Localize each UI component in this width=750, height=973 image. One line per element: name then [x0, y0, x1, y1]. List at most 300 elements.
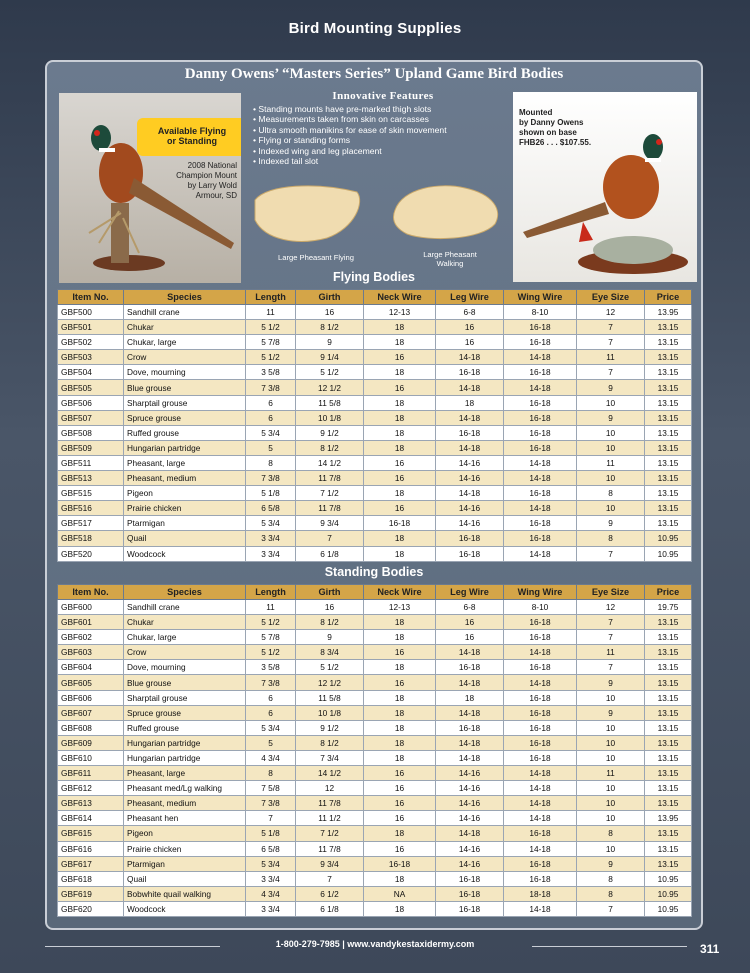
table-row: [58, 856, 692, 871]
table-cell: 7 3/8: [246, 471, 296, 486]
table-cell: 16: [364, 796, 436, 811]
table-cell: 16-18: [504, 750, 577, 765]
availability-badge: [137, 118, 241, 156]
table-row: [58, 516, 692, 531]
item-number-cell: GBF612: [58, 781, 124, 796]
table-cell: 13.15: [645, 705, 692, 720]
table-cell: 5 1/8: [246, 486, 296, 501]
table-cell: 7 3/8: [246, 380, 296, 395]
table-cell: 9: [577, 856, 645, 871]
right-caption-line: shown on base: [519, 128, 577, 137]
table-cell: 5 1/2: [246, 615, 296, 630]
table-cell: 9: [577, 380, 645, 395]
table-cell: 14-18: [436, 645, 504, 660]
species-cell: Pheasant med/Lg walking: [124, 781, 246, 796]
species-cell: Blue grouse: [124, 380, 246, 395]
table-cell: 12 1/2: [296, 675, 364, 690]
table-cell: 8: [577, 531, 645, 546]
column-header: Price: [645, 585, 692, 600]
item-number-cell: GBF605: [58, 675, 124, 690]
standing-bodies-title: Standing Bodies: [324, 565, 424, 579]
standing-bodies-table: [57, 584, 692, 917]
table-cell: 16-18: [504, 826, 577, 841]
table-cell: 7 3/4: [296, 750, 364, 765]
walking-caption-line: Large Pheasant: [423, 250, 477, 259]
table-cell: 14-18: [436, 440, 504, 455]
table-cell: 7: [577, 546, 645, 561]
table-cell: 7 3/8: [246, 796, 296, 811]
table-cell: 10: [577, 720, 645, 735]
table-cell: 16-18: [504, 690, 577, 705]
right-caption-line: by Danny Owens: [519, 118, 584, 127]
table-cell: 16: [364, 350, 436, 365]
table-cell: 6: [246, 395, 296, 410]
table-cell: 18: [364, 630, 436, 645]
table-cell: 11: [246, 305, 296, 320]
table-cell: 16-18: [504, 735, 577, 750]
table-cell: 10 1/8: [296, 705, 364, 720]
table-cell: 11: [577, 350, 645, 365]
column-header: Wing Wire: [504, 290, 577, 305]
table-cell: 13.15: [645, 675, 692, 690]
table-cell: 14-18: [504, 766, 577, 781]
table-cell: 13.15: [645, 425, 692, 440]
flying-bodies-table: [57, 289, 692, 562]
species-cell: Pheasant, medium: [124, 796, 246, 811]
table-cell: 9 1/2: [296, 425, 364, 440]
table-cell: 8 1/2: [296, 320, 364, 335]
table-cell: 14-18: [504, 350, 577, 365]
item-number-cell: GBF604: [58, 660, 124, 675]
table-cell: 16-18: [436, 720, 504, 735]
table-cell: 13.95: [645, 305, 692, 320]
table-row: [58, 841, 692, 856]
item-number-cell: GBF610: [58, 750, 124, 765]
species-cell: Dove, mourning: [124, 660, 246, 675]
table-cell: 18: [436, 395, 504, 410]
table-cell: 18: [364, 871, 436, 886]
item-number-cell: GBF508: [58, 425, 124, 440]
table-cell: 13.15: [645, 645, 692, 660]
table-cell: 7: [577, 660, 645, 675]
table-cell: 13.15: [645, 766, 692, 781]
item-number-cell: GBF502: [58, 335, 124, 350]
table-row: [58, 531, 692, 546]
table-cell: 14-18: [504, 841, 577, 856]
table-cell: 14-18: [504, 796, 577, 811]
column-header: Item No.: [58, 290, 124, 305]
table-cell: 13.15: [645, 365, 692, 380]
table-cell: 14-18: [504, 455, 577, 470]
table-cell: 11 7/8: [296, 471, 364, 486]
table-cell: 18: [364, 320, 436, 335]
table-row: [58, 600, 692, 615]
table-cell: 11: [577, 645, 645, 660]
table-row: [58, 365, 692, 380]
column-header: Eye Size: [577, 290, 645, 305]
flying-form-image: [247, 180, 367, 250]
table-cell: 12-13: [364, 600, 436, 615]
table-cell: 14-18: [504, 781, 577, 796]
item-number-cell: GBF503: [58, 350, 124, 365]
badge-line-2: or Standing: [167, 136, 217, 146]
species-cell: Sandhill crane: [124, 305, 246, 320]
feature-item: • Standing mounts have pre-marked thigh slots: [253, 104, 513, 114]
table-cell: 16-18: [504, 320, 577, 335]
table-cell: 16: [364, 766, 436, 781]
item-number-cell: GBF614: [58, 811, 124, 826]
feature-item: • Measurements taken from skin on carcasses: [253, 114, 513, 124]
table-cell: 7 1/2: [296, 486, 364, 501]
table-cell: 8: [577, 826, 645, 841]
badge-line-1: Available Flying: [157, 126, 227, 136]
column-header: Price: [645, 290, 692, 305]
species-cell: Chukar: [124, 615, 246, 630]
table-cell: 18: [364, 750, 436, 765]
table-cell: 18-18: [504, 886, 577, 901]
table-cell: 9 3/4: [296, 856, 364, 871]
item-number-cell: GBF504: [58, 365, 124, 380]
table-row: [58, 630, 692, 645]
table-cell: 18: [364, 660, 436, 675]
table-cell: 7: [246, 811, 296, 826]
table-cell: 8: [246, 766, 296, 781]
table-cell: 14-16: [436, 516, 504, 531]
table-cell: 9: [577, 516, 645, 531]
table-cell: 8 1/2: [296, 615, 364, 630]
table-row: [58, 305, 692, 320]
table-cell: 14-18: [436, 675, 504, 690]
left-caption-line: by Larry Wold: [187, 181, 237, 190]
item-number-cell: GBF501: [58, 320, 124, 335]
species-cell: Prairie chicken: [124, 841, 246, 856]
table-cell: 13.15: [645, 395, 692, 410]
item-number-cell: GBF509: [58, 440, 124, 455]
table-cell: 9 3/4: [296, 516, 364, 531]
table-cell: 14-18: [504, 901, 577, 916]
species-cell: Spruce grouse: [124, 705, 246, 720]
table-cell: 13.15: [645, 455, 692, 470]
species-cell: Chukar: [124, 320, 246, 335]
table-cell: 16-18: [504, 365, 577, 380]
table-cell: 3 3/4: [246, 546, 296, 561]
table-cell: 13.15: [645, 796, 692, 811]
species-cell: Bobwhite quail walking: [124, 886, 246, 901]
table-cell: 11 1/2: [296, 811, 364, 826]
table-row: [58, 425, 692, 440]
table-cell: 7: [296, 871, 364, 886]
item-number-cell: GBF500: [58, 305, 124, 320]
table-cell: 9: [577, 675, 645, 690]
flying-bodies-title: Flying Bodies: [333, 270, 415, 284]
table-cell: 11 7/8: [296, 501, 364, 516]
table-cell: 16: [436, 630, 504, 645]
species-cell: Hungarian partridge: [124, 750, 246, 765]
table-cell: 18: [364, 395, 436, 410]
table-cell: 10: [577, 796, 645, 811]
item-number-cell: GBF602: [58, 630, 124, 645]
species-cell: Hungarian partridge: [124, 440, 246, 455]
table-cell: 5: [246, 735, 296, 750]
product-panel: [45, 60, 703, 930]
table-cell: 5 1/2: [296, 660, 364, 675]
table-cell: 14-18: [504, 471, 577, 486]
table-row: [58, 720, 692, 735]
table-row: [58, 750, 692, 765]
table-cell: 16-18: [436, 660, 504, 675]
table-cell: 3 5/8: [246, 660, 296, 675]
table-cell: 16-18: [504, 720, 577, 735]
table-cell: 10.95: [645, 531, 692, 546]
table-cell: 9: [577, 410, 645, 425]
table-cell: 12: [296, 781, 364, 796]
table-cell: 16-18: [364, 856, 436, 871]
table-cell: 7: [296, 531, 364, 546]
table-cell: 8: [246, 455, 296, 470]
item-number-cell: GBF616: [58, 841, 124, 856]
table-cell: 10: [577, 811, 645, 826]
table-cell: 18: [364, 615, 436, 630]
table-cell: 8: [577, 486, 645, 501]
table-cell: 16: [364, 455, 436, 470]
species-cell: Chukar, large: [124, 335, 246, 350]
table-cell: 14-18: [504, 501, 577, 516]
table-row: [58, 735, 692, 750]
species-cell: Ptarmigan: [124, 516, 246, 531]
table-cell: 5 3/4: [246, 425, 296, 440]
table-cell: 5 3/4: [246, 856, 296, 871]
item-number-cell: GBF600: [58, 600, 124, 615]
table-cell: 16: [296, 600, 364, 615]
table-cell: 16-18: [504, 856, 577, 871]
table-cell: 13.15: [645, 380, 692, 395]
table-cell: 14-16: [436, 766, 504, 781]
table-cell: 14-18: [436, 410, 504, 425]
table-cell: 14-18: [436, 826, 504, 841]
table-row: [58, 335, 692, 350]
table-row: [58, 690, 692, 705]
left-caption-line: 2008 National: [187, 161, 237, 170]
walking-form-image: [389, 180, 504, 250]
table-header-row: [58, 290, 692, 305]
table-cell: 6: [246, 690, 296, 705]
table-cell: 18: [364, 735, 436, 750]
species-cell: Pheasant hen: [124, 811, 246, 826]
column-header: Girth: [296, 290, 364, 305]
item-number-cell: GBF608: [58, 720, 124, 735]
table-cell: 9: [296, 335, 364, 350]
table-cell: 14-18: [436, 350, 504, 365]
table-cell: 18: [436, 690, 504, 705]
table-row: [58, 380, 692, 395]
right-caption-line: Mounted: [519, 108, 553, 117]
table-row: [58, 320, 692, 335]
table-cell: 11: [577, 455, 645, 470]
item-number-cell: GBF606: [58, 690, 124, 705]
table-row: [58, 826, 692, 841]
table-cell: 11 5/8: [296, 395, 364, 410]
table-row: [58, 705, 692, 720]
table-cell: 9 1/2: [296, 720, 364, 735]
table-cell: 14-16: [436, 841, 504, 856]
table-cell: 16-18: [504, 531, 577, 546]
walking-caption-line: Walking: [436, 259, 464, 268]
table-cell: 13.15: [645, 440, 692, 455]
table-cell: 18: [364, 410, 436, 425]
table-cell: 7 1/2: [296, 826, 364, 841]
table-cell: 16: [364, 841, 436, 856]
table-cell: NA: [364, 886, 436, 901]
column-header: Length: [246, 585, 296, 600]
table-cell: 18: [364, 440, 436, 455]
features-list: [253, 104, 513, 166]
table-cell: 18: [364, 705, 436, 720]
table-cell: 13.15: [645, 690, 692, 705]
table-cell: 8-10: [504, 305, 577, 320]
left-photo-caption: [176, 161, 237, 201]
table-cell: 16: [436, 335, 504, 350]
panel-title: Danny Owens’ “Masters Series” Upland Game Bird Bodies: [184, 66, 564, 82]
table-row: [58, 675, 692, 690]
table-cell: 14-18: [436, 750, 504, 765]
table-cell: 7: [577, 320, 645, 335]
table-cell: 16-18: [436, 546, 504, 561]
item-number-cell: GBF611: [58, 766, 124, 781]
species-cell: Sharptail grouse: [124, 690, 246, 705]
footer-contact: 1-800-279-7985 | www.vandykestaxidermy.com: [275, 939, 475, 949]
table-cell: 7: [577, 365, 645, 380]
item-number-cell: GBF603: [58, 645, 124, 660]
table-cell: 13.15: [645, 735, 692, 750]
column-header: Girth: [296, 585, 364, 600]
table-cell: 3 3/4: [246, 871, 296, 886]
table-cell: 8: [577, 886, 645, 901]
table-cell: 13.95: [645, 811, 692, 826]
table-cell: 5 1/2: [246, 645, 296, 660]
species-cell: Crow: [124, 350, 246, 365]
table-cell: 14-16: [436, 501, 504, 516]
table-cell: 16: [296, 305, 364, 320]
table-cell: 12: [577, 305, 645, 320]
table-cell: 5 1/2: [246, 320, 296, 335]
table-row: [58, 645, 692, 660]
species-cell: Ruffed grouse: [124, 720, 246, 735]
table-cell: 13.15: [645, 630, 692, 645]
item-number-cell: GBF505: [58, 380, 124, 395]
page-number: 311: [700, 942, 720, 956]
table-row: [58, 486, 692, 501]
table-cell: 6: [246, 705, 296, 720]
table-cell: 3 5/8: [246, 365, 296, 380]
table-cell: 16-18: [504, 871, 577, 886]
species-cell: Chukar, large: [124, 630, 246, 645]
table-cell: 16-18: [436, 531, 504, 546]
column-header: Species: [124, 290, 246, 305]
species-cell: Pheasant, large: [124, 455, 246, 470]
table-cell: 10: [577, 690, 645, 705]
table-cell: 6 1/8: [296, 901, 364, 916]
item-number-cell: GBF506: [58, 395, 124, 410]
species-cell: Crow: [124, 645, 246, 660]
table-cell: 13.15: [645, 615, 692, 630]
table-cell: 10.95: [645, 871, 692, 886]
item-number-cell: GBF619: [58, 886, 124, 901]
species-cell: Woodcock: [124, 901, 246, 916]
left-caption-line: Armour, SD: [195, 191, 237, 200]
column-header: Leg Wire: [436, 585, 504, 600]
right-caption-line: FHB26 . . . $107.55.: [519, 138, 592, 147]
table-cell: 19.75: [645, 600, 692, 615]
mounted-pheasant-photo: [513, 92, 697, 282]
table-cell: 14-16: [436, 781, 504, 796]
table-cell: 8 1/2: [296, 735, 364, 750]
table-cell: 16-18: [504, 705, 577, 720]
table-cell: 10.95: [645, 886, 692, 901]
table-cell: 14-16: [436, 811, 504, 826]
table-row: [58, 871, 692, 886]
features-block: [253, 90, 513, 166]
walking-form-caption: [405, 250, 495, 268]
item-number-cell: GBF511: [58, 455, 124, 470]
table-cell: 5: [246, 440, 296, 455]
table-cell: 16: [364, 781, 436, 796]
table-cell: 14-18: [504, 811, 577, 826]
feature-item: • Flying or standing forms: [253, 135, 513, 145]
species-cell: Sharptail grouse: [124, 395, 246, 410]
table-cell: 12-13: [364, 305, 436, 320]
table-cell: 16-18: [436, 886, 504, 901]
table-cell: 8-10: [504, 600, 577, 615]
standing-pheasant-photo: [59, 93, 241, 283]
species-cell: Hungarian partridge: [124, 735, 246, 750]
table-cell: 13.15: [645, 826, 692, 841]
table-cell: 13.15: [645, 516, 692, 531]
table-cell: 10: [577, 781, 645, 796]
table-cell: 16-18: [504, 335, 577, 350]
table-cell: 7 5/8: [246, 781, 296, 796]
table-cell: 18: [364, 425, 436, 440]
table-cell: 6 5/8: [246, 501, 296, 516]
item-number-cell: GBF518: [58, 531, 124, 546]
table-header-row: [58, 585, 692, 600]
column-header: Length: [246, 290, 296, 305]
species-cell: Pheasant, medium: [124, 471, 246, 486]
table-cell: 3 3/4: [246, 901, 296, 916]
item-number-cell: GBF516: [58, 501, 124, 516]
item-number-cell: GBF615: [58, 826, 124, 841]
table-row: [58, 901, 692, 916]
table-cell: 14-18: [504, 380, 577, 395]
table-cell: 10: [577, 735, 645, 750]
table-cell: 13.15: [645, 350, 692, 365]
table-cell: 5 1/2: [296, 365, 364, 380]
table-cell: 13.15: [645, 720, 692, 735]
table-cell: 8 1/2: [296, 440, 364, 455]
table-cell: 7: [577, 615, 645, 630]
table-row: [58, 615, 692, 630]
table-cell: 10: [577, 841, 645, 856]
table-cell: 14-18: [504, 645, 577, 660]
item-number-cell: GBF520: [58, 546, 124, 561]
table-cell: 5 1/8: [246, 826, 296, 841]
table-cell: 13.15: [645, 841, 692, 856]
table-cell: 16-18: [504, 395, 577, 410]
table-cell: 10: [577, 395, 645, 410]
table-cell: 13.15: [645, 471, 692, 486]
table-cell: 16-18: [504, 660, 577, 675]
table-row: [58, 440, 692, 455]
table-cell: 16: [364, 380, 436, 395]
